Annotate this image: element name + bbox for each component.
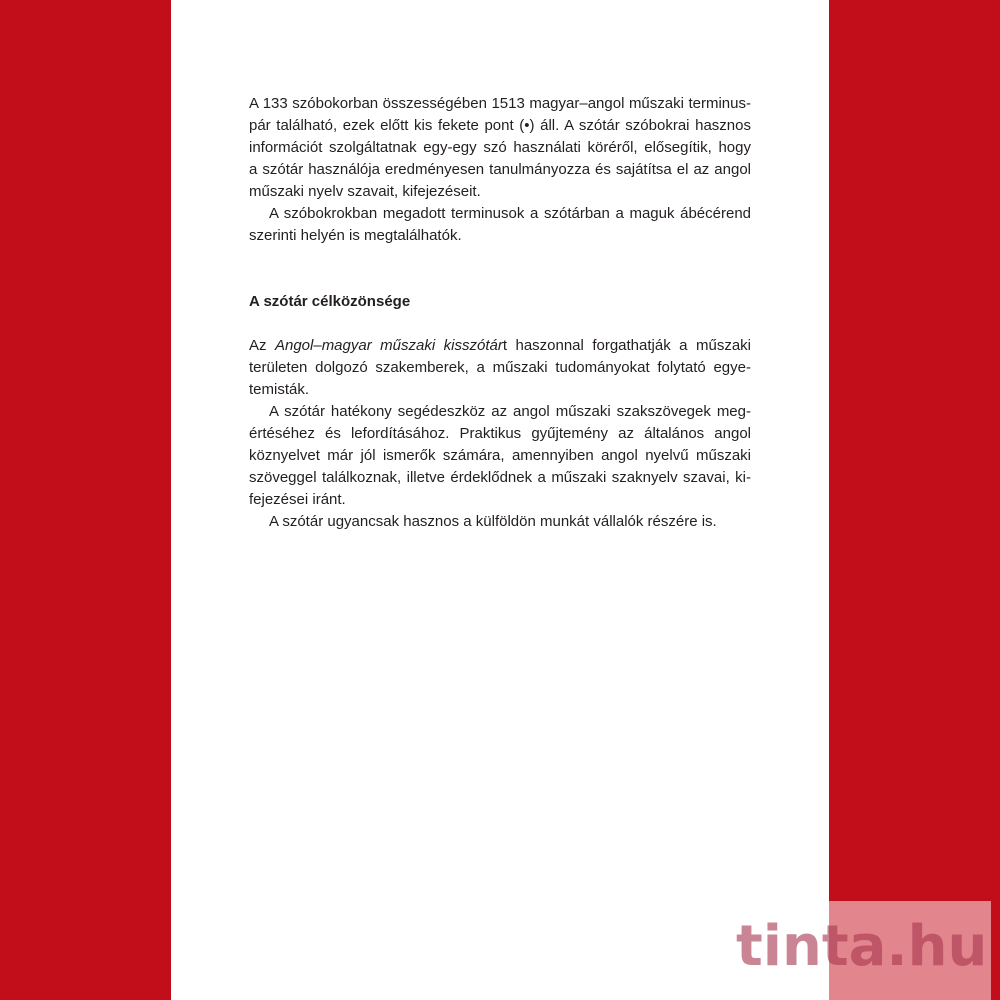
text-line: köznyelvet már jól ismerők számára, amennyiben angol nyelvű műszaki — [249, 447, 751, 464]
text-line-with-title — [249, 335, 751, 357]
text-line: fejezései iránt. — [249, 491, 346, 508]
text-line: műszaki nyelv szavait, kifejezéseit. — [249, 183, 481, 200]
text-prefix: Az — [249, 337, 275, 354]
text-line: szöveggel találkoznak, illetve érdeklődnek a műszaki szaknyelv szavai, ki- — [249, 469, 751, 486]
watermark-logo: tinta.hu — [736, 914, 988, 979]
paragraph-audience — [249, 335, 751, 401]
text-line: A szótár ugyancsak hasznos a külföldön munkát vállalók részére is. — [269, 513, 717, 530]
section-title: A szótár célközönsége — [249, 293, 411, 310]
text-suffix: t haszonnal forgathatják a műszaki — [502, 337, 751, 354]
text-line: A 133 szóbokorban összességében 1513 magyar–angol műszaki terminus- — [249, 95, 751, 112]
text-line: A szóbokrokban megadott terminusok a szótárban a maguk ábécérend — [269, 205, 751, 222]
text-line: információt szolgáltatnak egy-egy szó használati köréről, elősegítik, hogy — [249, 139, 751, 156]
spacer — [249, 247, 751, 291]
book-page — [171, 0, 829, 1000]
text-line: a szótár használója eredményesen tanulmányozza és sajátítsa el az angol — [249, 161, 751, 178]
paragraph-terminus-count — [249, 93, 751, 203]
paragraph-usefulness — [249, 401, 751, 511]
left-red-band — [0, 0, 171, 1000]
text-line: területen dolgozó szakemberek, a műszaki tudományokat folytató egye- — [249, 359, 751, 376]
text-line: A szótár hatékony segédeszköz az angol műszaki szakszövegek meg- — [269, 403, 751, 420]
right-red-band — [829, 0, 1000, 1000]
spacer — [249, 313, 751, 335]
text-line: pár található, ezek előtt kis fekete pont (•) áll. A szótár szóbokrai hasznos — [249, 117, 751, 134]
paragraph-terms-location — [249, 203, 751, 247]
page-content — [249, 93, 751, 533]
text-line: értéséhez és lefordításához. Praktikus gyűjtemény az általános angol — [249, 425, 751, 442]
text-line: szerinti helyén is megtalálhatók. — [249, 227, 462, 244]
book-title-italic: Angol–magyar műszaki kisszótár — [274, 337, 503, 354]
text-line: temisták. — [249, 381, 310, 398]
paragraph-abroad — [249, 511, 751, 533]
